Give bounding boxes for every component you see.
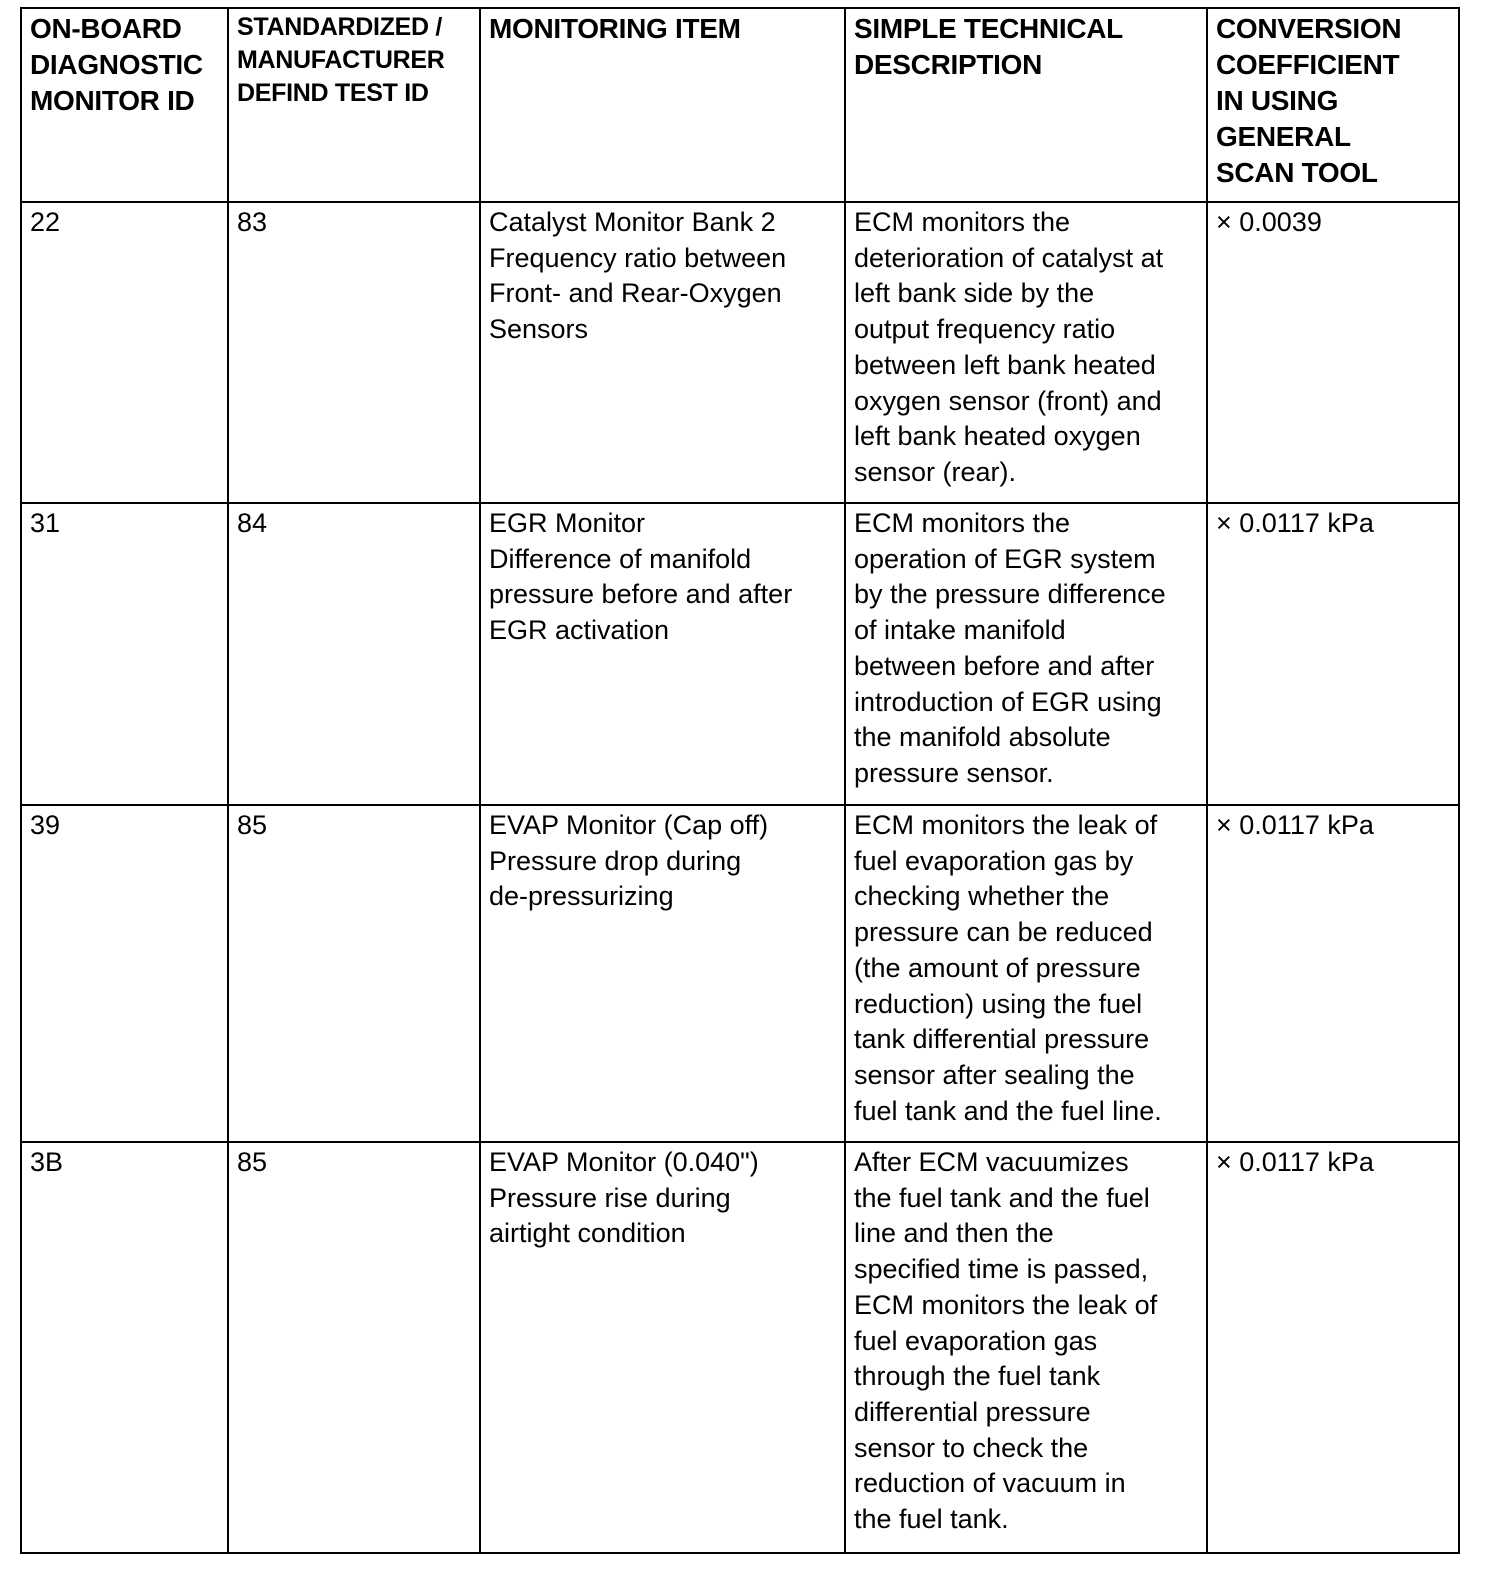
header-description: SIMPLE TECHNICAL DESCRIPTION [845,8,1207,202]
cell-coefficient: × 0.0039 [1207,202,1459,503]
cell-test-id: 83 [228,202,480,503]
cell-monitor-id: 31 [21,503,228,805]
header-monitoring-item: MONITORING ITEM [480,8,845,202]
cell-description: ECM monitors the operation of EGR system by the pressure difference of intake manifold between before and after introduction of EGR using the manifold absolute pressure sensor. [845,503,1207,805]
cell-test-id: 85 [228,805,480,1142]
cell-test-id: 84 [228,503,480,805]
monitor-table [20,7,1460,1554]
cell-item: EVAP Monitor (Cap off) Pressure drop during de-pressurizing [480,805,845,1142]
table-row [21,202,1459,503]
cell-monitor-id: 39 [21,805,228,1142]
cell-description: After ECM vacuumizes the fuel tank and the fuel line and then the specified time is passed, ECM monitors the leak of fuel evaporation gas through the fuel tank differential pressure sensor to check the reduction of vacuum in the fuel tank. [845,1142,1207,1553]
header-test-id: STANDARDIZED / MANUFACTURER DEFIND TEST ID [228,8,480,202]
cell-test-id: 85 [228,1142,480,1553]
cell-coefficient: × 0.0117 kPa [1207,1142,1459,1553]
table-row [21,1142,1459,1553]
cell-coefficient: × 0.0117 kPa [1207,503,1459,805]
header-coefficient: CONVERSION COEFFICIENT IN USING GENERAL SCAN TOOL [1207,8,1459,202]
cell-description: ECM monitors the deterioration of catalyst at left bank side by the output frequency ratio between left bank heated oxygen sensor (front) and left bank heated oxygen sensor (rear). [845,202,1207,503]
cell-monitor-id: 3B [21,1142,228,1553]
cell-item: EGR Monitor Difference of manifold pressure before and after EGR activation [480,503,845,805]
cell-item: EVAP Monitor (0.040") Pressure rise during airtight condition [480,1142,845,1553]
cell-item: Catalyst Monitor Bank 2 Frequency ratio between Front- and Rear-Oxygen Sensors [480,202,845,503]
table-row [21,503,1459,805]
cell-description: ECM monitors the leak of fuel evaporation gas by checking whether the pressure can be reduced (the amount of pressure reduction) using the fuel tank differential pressure sensor after sealing the fuel tank and the fuel line. [845,805,1207,1142]
cell-monitor-id: 22 [21,202,228,503]
header-monitor-id: ON-BOARD DIAGNOSTIC MONITOR ID [21,8,228,202]
table-row [21,805,1459,1142]
header-row [21,8,1459,202]
cell-coefficient: × 0.0117 kPa [1207,805,1459,1142]
